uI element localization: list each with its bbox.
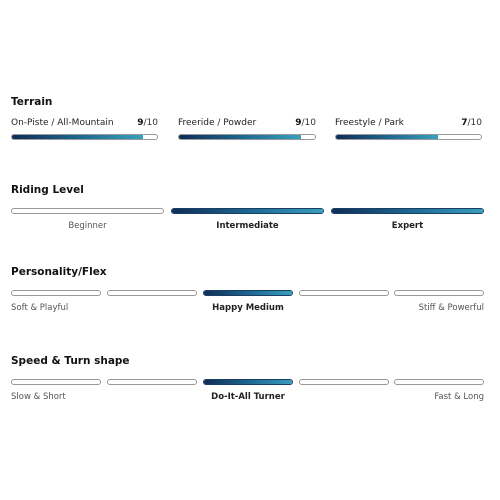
terrain-score-bar [335,134,482,140]
terrain-item-on-piste [11,118,158,132]
terrain-score-fill [179,135,301,139]
turn-label-right: Fast & Long [434,392,484,402]
speed-turn-section [11,355,484,405]
flex-segment-1 [11,290,101,296]
turn-segment-3 [203,379,293,385]
riding-level-label-expert: Expert [391,221,424,231]
flex-segment-3 [203,290,293,296]
speed-turn-title: Speed & Turn shape [11,355,130,367]
riding-level-segment-intermediate [171,208,324,214]
riding-level-label-intermediate: Intermediate [216,221,279,231]
turn-segment-4 [299,379,389,385]
terrain-title: Terrain [11,96,53,108]
flex-label-right: Stiff & Powerful [418,303,484,313]
terrain-score-bar [11,134,158,140]
terrain-item-freeride [178,118,316,132]
turn-segment-2 [107,379,197,385]
flex-segment-2 [107,290,197,296]
riding-level-segment-expert [331,208,484,214]
turn-label-left: Slow & Short [11,392,66,402]
riding-level-section [11,184,484,234]
terrain-item-label: Freeride / Powder [178,118,257,128]
flex-label-left: Soft & Playful [11,303,69,313]
terrain-score-fill [336,135,438,139]
terrain-item-score: 7/10 [461,118,482,128]
flex-segment-4 [299,290,389,296]
terrain-item-freestyle [335,118,482,132]
turn-segment-1 [11,379,101,385]
terrain-score-bar [178,134,316,140]
riding-level-title: Riding Level [11,184,84,196]
riding-level-segment-beginner [11,208,164,214]
flex-label-center: Happy Medium [212,303,284,313]
turn-segment-5 [394,379,484,385]
terrain-item-label: Freestyle / Park [335,118,404,128]
terrain-section [11,96,484,156]
terrain-item-label: On-Piste / All-Mountain [11,118,114,128]
turn-label-center: Do-It-All Turner [211,392,285,402]
personality-flex-title: Personality/Flex [11,266,107,278]
terrain-item-score: 9/10 [137,118,158,128]
riding-level-label-beginner: Beginner [68,221,107,231]
flex-segment-5 [394,290,484,296]
terrain-score-fill [12,135,143,139]
terrain-item-score: 9/10 [295,118,316,128]
personality-flex-section [11,266,484,316]
